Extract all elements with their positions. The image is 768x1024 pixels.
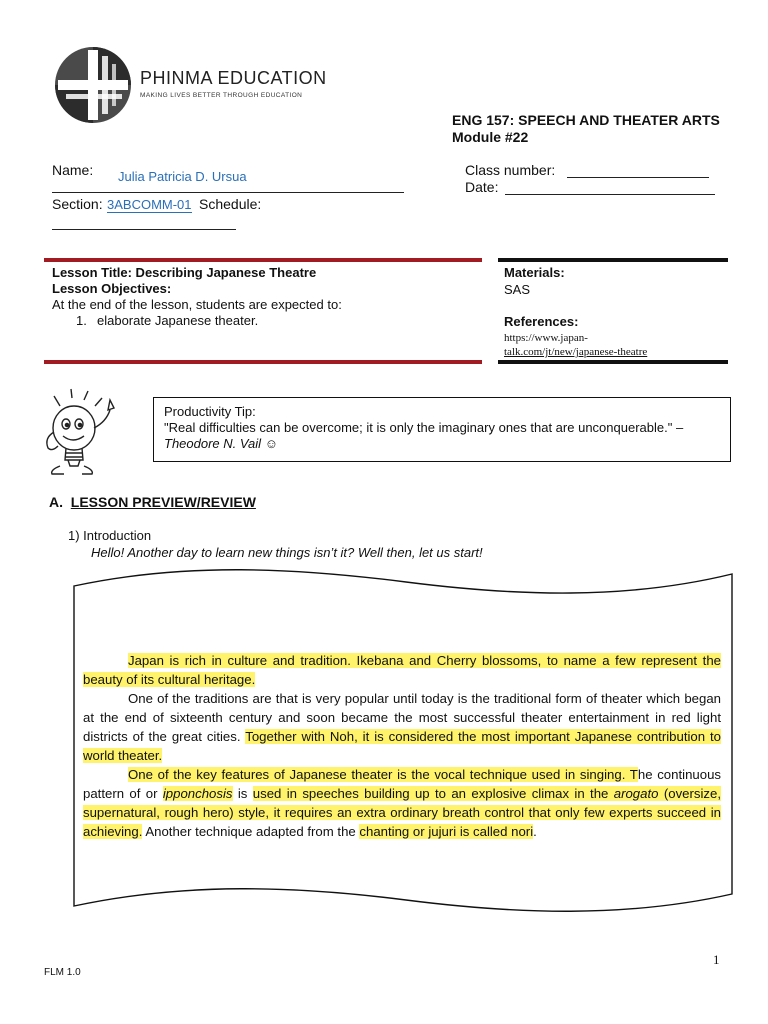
introduction-text: Hello! Another day to learn new things isn’t it? Well then, let us start! (91, 545, 483, 560)
story-paragraph-3: One of the key features of Japanese theater is the vocal technique used in singing. The continuous pattern of or ipponchosis is used in speeches building up to an explosive climax in the arogato (oversize, supernatural, rough hero) style, it requires an extra ordinary breath control that only few experts succeed in achieving. Another technique adapted from the chanting or jujuri is called nori. (83, 767, 722, 839)
footer-code: FLM 1.0 (44, 967, 81, 978)
objectives-label: Lesson Objectives: (52, 281, 172, 296)
objectives-intro: At the end of the lesson, students are expected to: (52, 297, 342, 312)
story-paragraph-2: One of the traditions are that is very popular until today is the traditional form of theater which began at the end of sixteenth century and soon became the most successful theater entertainment in red light districts of the great cities. Together with Noh, it is considered the most important Japanese contribution to world theater. (83, 691, 722, 763)
lesson-top-bar (44, 258, 482, 262)
name-label: Name: (52, 162, 94, 178)
productivity-tip-box (153, 397, 731, 462)
class-number-field[interactable] (567, 162, 709, 178)
tip-author: Theodore N. Vail ☺ (164, 436, 278, 451)
materials-bottom-bar (498, 360, 728, 364)
lesson-title: Lesson Title: Describing Japanese Theatre (52, 265, 317, 280)
materials-label: Materials: (504, 265, 565, 280)
phinma-logo-emblem (52, 44, 134, 126)
section-a-heading: A. LESSON PREVIEW/REVIEW (49, 494, 256, 510)
story-paragraph-1: Japan is rich in culture and tradition. Ikebana and Cherry blossoms, to name a few represent the beauty of its cultural heritage. (83, 653, 721, 687)
materials-top-bar (498, 258, 728, 262)
section-label: Section: (52, 196, 103, 212)
logo-name: PHINMA EDUCATION (140, 68, 327, 88)
date-field[interactable] (505, 179, 715, 195)
objective-number: 1. (76, 313, 87, 328)
page-number: 1 (713, 952, 720, 967)
story-text (83, 651, 721, 841)
objective-item: elaborate Japanese theater. (97, 313, 259, 328)
lightbulb-mascot-icon (40, 388, 126, 480)
section-value[interactable]: 3ABCOMM-01 (107, 197, 192, 212)
name-value[interactable]: Julia Patricia D. Ursua (118, 169, 247, 184)
course-title: ENG 157: SPEECH AND THEATER ARTS (452, 112, 720, 128)
date-label: Date: (465, 179, 499, 195)
schedule-label: Schedule: (199, 196, 262, 212)
references-label: References: (504, 314, 579, 329)
introduction-label: 1) Introduction (68, 528, 152, 543)
schedule-field[interactable] (52, 215, 236, 230)
logo-tagline: MAKING LIVES BETTER THROUGH EDUCATION (140, 92, 303, 99)
tip-label: Productivity Tip: (164, 404, 256, 419)
lesson-bottom-bar (44, 360, 482, 364)
materials-value: SAS (504, 282, 531, 297)
tip-quote: "Real difficulties can be overcome; it is only the imaginary ones that are unconquerable." – (164, 420, 684, 435)
module-number: Module #22 (452, 129, 529, 145)
smiley-icon: ☺ (264, 436, 278, 451)
reference-link[interactable]: https://www.japan- talk.com/jt/new/japanese-theatre (504, 332, 648, 358)
name-underline (52, 178, 404, 193)
class-number-label: Class number: (465, 162, 556, 178)
